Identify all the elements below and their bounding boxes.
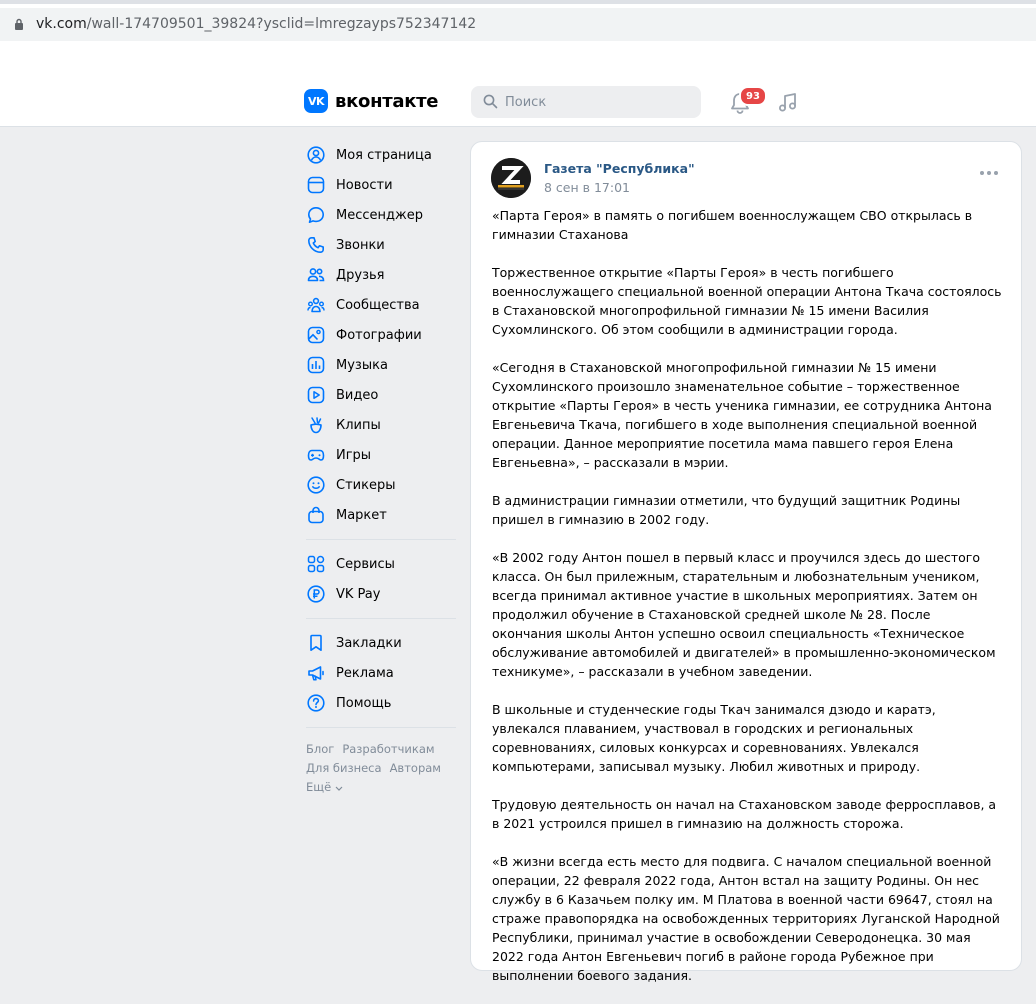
sidebar-item-label: Стикеры [336, 477, 396, 493]
sidebar-item-services[interactable] [304, 549, 456, 579]
sidebar-item-label: Звонки [336, 237, 385, 253]
music-icon [306, 355, 326, 375]
sidebar-item-label: Клипы [336, 417, 381, 433]
sidebar-item-label: Маркет [336, 507, 387, 523]
post-paragraph: «В 2002 году Антон пошел в первый класс и проучился здесь до шестого класса. Он был прилежным, старательным и любознательным учеником, всегда принимал активное участие в школьных мероприятиях. Затем он продолжил обучение в Стахановской средней школе № 28. После окончания школы Антон успешно освоил специальность «Техническое обслуживание автомобилей и двигателей» в промышленно-экономическом техникуме», – рассказали в учебном заведении. [492, 550, 996, 679]
notification-badge: 93 [739, 86, 767, 106]
bookmark-icon [306, 633, 326, 653]
message-icon [306, 205, 326, 225]
footer-link-business[interactable]: Для бизнеса [306, 761, 382, 775]
search-input[interactable] [505, 86, 695, 118]
sidebar-item-label: Помощь [336, 695, 392, 711]
vkpay-icon [306, 584, 326, 604]
gamepad-icon [306, 445, 326, 465]
post-paragraph: В школьные и студенческие годы Ткач занимался дзюдо и каратэ, увлекался плаванием, участвовал в городских и региональных соревнованиях, силовых конкурсах и соревнованиях. Увлекался компьютерами, записывал музыку. Любил животных и природу. [492, 702, 936, 774]
tab-strip [0, 0, 1036, 4]
vk-header [0, 78, 1036, 127]
post-paragraph: В администрации гимназии отметили, что будущий защитник Родины пришел в гимназию в 2002 году. [492, 493, 961, 527]
url-path: /wall-174709501_39824?ysclid=lmregzayps752347142 [86, 16, 477, 32]
footer-link-developers[interactable]: Разработчикам [342, 742, 435, 756]
footer-link-more[interactable] [306, 780, 343, 794]
post-paragraph: Торжественное открытие «Парты Героя» в честь погибшего военнослужащего специальной военной операции Антона Ткача состоялось в Стахановской многопрофильной гимназии № 15 имени Василия Сухомлинского. Об этом сообщили в администрации города. [492, 265, 1002, 337]
search-icon [483, 94, 498, 109]
sidebar-item-label: Моя страница [336, 147, 432, 163]
post-paragraph: Трудовую деятельность он начал на Стахановском заводе ферросплавов, а в 2021 устроился пришел в гимназию на должность сторожа. [492, 797, 997, 831]
post-paragraph: «Парта Героя» в память о погибшем военнослужащем СВО открылась в гимназии Стаханова [492, 208, 973, 242]
post-text [492, 206, 1004, 1004]
url-text[interactable] [36, 16, 476, 32]
divider [306, 618, 456, 619]
music-icon[interactable] [777, 91, 799, 113]
sidebar-item-ads[interactable] [304, 658, 456, 688]
sidebar-item-photos[interactable] [304, 320, 456, 350]
sidebar-item-label: Фотографии [336, 327, 422, 343]
sidebar-item-label: Видео [336, 387, 379, 403]
sidebar-item-market[interactable] [304, 500, 456, 530]
avatar[interactable] [491, 158, 531, 198]
sidebar-item-games[interactable] [304, 440, 456, 470]
address-bar[interactable] [0, 8, 1036, 41]
url-host: vk.com [36, 16, 87, 32]
megaphone-icon [306, 663, 326, 683]
left-navigation [304, 140, 456, 797]
clips-icon [306, 415, 326, 435]
chevron-down-icon [335, 786, 343, 791]
sidebar-item-label: Друзья [336, 267, 385, 283]
z-logo-icon [491, 158, 531, 198]
phone-icon [306, 235, 326, 255]
sidebar-item-communities[interactable] [304, 290, 456, 320]
sidebar-item-music[interactable] [304, 350, 456, 380]
video-icon [306, 385, 326, 405]
post-paragraph: «Сегодня в Стахановской многопрофильной гимназии № 15 имени Сухомлинского произошло знаменательное событие – торжественное открытие «Парты Героя» в честь ученика гимназии, ее сотрудника Антона Евгеньевича Ткача, погибшего в ходе выполнения специальной военной операции. Данное мероприятие посетила мама павшего героя Елена Евгеньевна», – рассказали в мэрии. [492, 360, 992, 470]
sidebar-item-help[interactable] [304, 688, 456, 718]
sidebar-item-label: Реклама [336, 665, 394, 681]
footer-link-authors[interactable]: Авторам [389, 761, 441, 775]
vk-logo[interactable] [304, 89, 438, 113]
sidebar-item-label: Новости [336, 177, 393, 193]
footer-link-blog[interactable]: Блог [306, 742, 335, 756]
post-paragraph: «В жизни всегда есть место для подвига. С началом специальной военной операции, 22 февраля 2022 года, Антон встал на защиту Родины. Он нес службу в 6 Казачьем полку им. М Платова в военной части 69647, стоял на страже правопорядка на освобожденных территориях Луганской Народной Республики, принимал участие в освобождении Северодонецка. 30 мая 2022 года Антон Евгеньевич погиб в районе города Рубежное при выполнении боевого задания. [492, 854, 1000, 983]
divider [306, 727, 456, 728]
sidebar-item-label: Закладки [336, 635, 402, 651]
search-box[interactable] [471, 86, 701, 118]
sidebar-item-bookmarks[interactable] [304, 628, 456, 658]
sidebar-item-my-page[interactable] [304, 140, 456, 170]
sidebar-item-label: VK Pay [336, 586, 381, 602]
sidebar-item-friends[interactable] [304, 260, 456, 290]
vk-logo-text: вконтакте [335, 90, 439, 112]
lock-icon [14, 18, 24, 30]
more-options-icon[interactable] [979, 170, 999, 176]
user-circle-icon [306, 145, 326, 165]
sidebar-item-clips[interactable] [304, 410, 456, 440]
browser-toolbar [0, 0, 1036, 79]
wall-post [470, 141, 1022, 983]
photo-icon [306, 325, 326, 345]
sidebar-item-label: Музыка [336, 357, 388, 373]
sidebar-item-calls[interactable] [304, 230, 456, 260]
sidebar-item-label: Игры [336, 447, 372, 463]
sidebar-item-messenger[interactable] [304, 200, 456, 230]
divider [306, 539, 456, 540]
footer-more-label: Ещё [306, 780, 332, 794]
communities-icon [306, 295, 326, 315]
post-date[interactable]: 8 сен в 17:01 [544, 180, 630, 195]
sidebar-item-label: Сообщества [336, 297, 420, 313]
sidebar-item-label: Мессенджер [336, 207, 423, 223]
sidebar-item-stickers[interactable] [304, 470, 456, 500]
friends-icon [306, 265, 326, 285]
post-author[interactable]: Газета "Республика" [544, 161, 695, 176]
news-icon [306, 175, 326, 195]
bag-icon [306, 505, 326, 525]
vk-logo-mark: VK [304, 89, 328, 113]
footer-links [306, 740, 456, 797]
services-icon [306, 554, 326, 574]
sidebar-item-label: Сервисы [336, 556, 395, 572]
sidebar-item-news[interactable] [304, 170, 456, 200]
help-icon [306, 693, 326, 713]
sidebar-item-video[interactable] [304, 380, 456, 410]
smile-icon [306, 475, 326, 495]
sidebar-item-vkpay[interactable] [304, 579, 456, 609]
